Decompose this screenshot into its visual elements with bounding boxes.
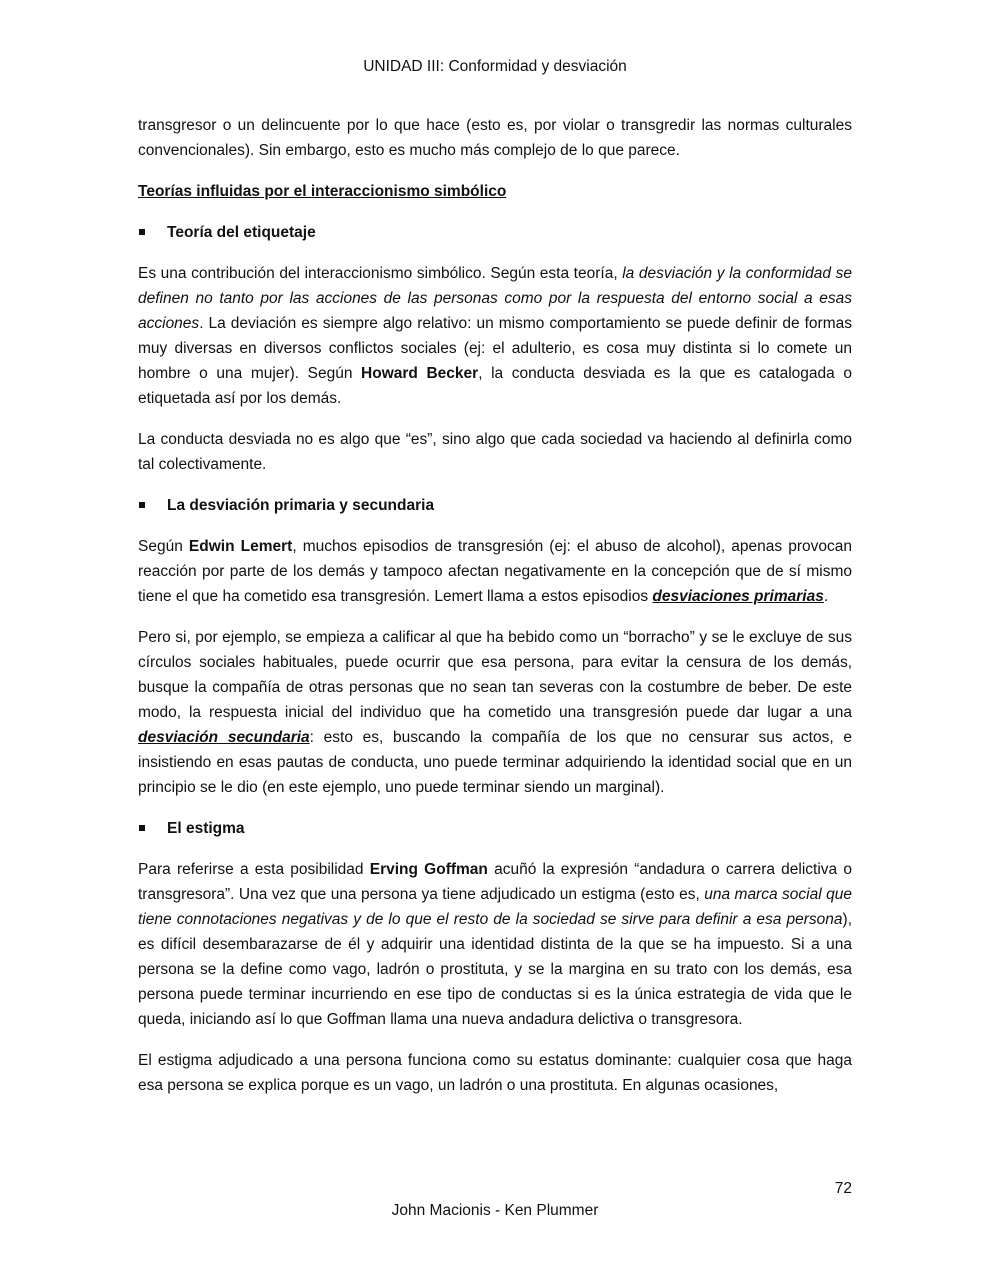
text-run: : esto es, buscando la compañía de los que no censurar sus actos, e insistiendo en esas pautas de conducta, uno puede terminar adquiriendo la identidad social que en un principio se le dio (en este ejemplo, uno puede terminar siendo un marginal). <box>138 729 852 796</box>
text-run: Pero si, por ejemplo, se empieza a calificar al que ha bebido como un “borracho” y se le excluye de sus círculos sociales habituales, puede ocurrir que esa persona, para evitar la censura de los demás, busque la compañía de otras personas que no sean tan severas con la costumbre de beber. De este modo, la respuesta inicial del individuo que ha cometido una transgresión puede dar lugar a una <box>138 629 852 721</box>
paragraph <box>138 857 852 1032</box>
text-run: ), es difícil desembarazarse de él y adquirir una identidad distinta de la que se ha impuesto. Si a una persona se la define como vago, ladrón o prostituta, y se la margina en su trato con los demás, esa persona puede terminar incurriendo en ese tipo de conductas si es la única estrategia de vida que le queda, iniciando así lo que Goffman llama una nueva andadura delictiva o transgresora. <box>138 911 852 1028</box>
subheading-label: Teoría del etiquetaje <box>167 224 316 241</box>
paragraph <box>138 261 852 411</box>
paragraph: El estigma adjudicado a una persona funciona como su estatus dominante: cualquier cosa que haga esa persona se explica porque es un vago, un ladrón o una prostituta. En algunas ocasiones, <box>138 1052 852 1094</box>
page-number: 72 <box>834 1180 852 1197</box>
italic-run: la desviación y la conformidad se definen no tanto por las acciones de las personas como por la respuesta del entorno social a esas acciones <box>138 265 852 332</box>
running-header: UNIDAD III: Conformidad y desviación <box>363 58 627 75</box>
subheading <box>138 493 852 518</box>
text-run: . La deviación es siempre algo relativo: un mismo comportamiento se puede definir de formas muy diversas en diversos conflictos sociales (ej: el adulterio, es cosa muy distinta si lo comete un hombre o una mujer). Según <box>138 315 852 382</box>
text-run: , la conducta desviada es la que es catalogada o etiquetada así por los demás. <box>138 365 852 407</box>
text-run: Es una contribución del interaccionismo simbólico. Según esta teoría, <box>138 265 623 282</box>
subheading <box>138 220 852 245</box>
square-bullet-icon <box>139 502 145 508</box>
subheading-label: La desviación primaria y secundaria <box>167 497 435 514</box>
text-run: . <box>823 588 829 605</box>
italic-run: una marca social que tiene connotaciones negativas y de lo que el resto de la sociedad se sirve para definir a esa persona <box>138 886 852 928</box>
subheading <box>138 816 852 841</box>
key-term: desviación secundaria <box>138 729 310 746</box>
text-run: acuñó la expresión “andadura o carrera delictiva o transgresora”. Una vez que una persona ya tiene adjudicado un estigma (esto es, <box>138 861 852 903</box>
author-name: Howard Becker <box>361 365 479 382</box>
running-footer: John Macionis - Ken Plummer <box>391 1202 599 1219</box>
paragraph <box>138 534 852 609</box>
body-text <box>138 113 852 1114</box>
paragraph: La conducta desviada no es algo que “es”, sino algo que cada sociedad va haciendo al definirla como tal colectivamente. <box>138 431 852 473</box>
paragraph <box>138 625 852 800</box>
square-bullet-icon <box>139 229 145 235</box>
subheading-label: El estigma <box>167 820 245 837</box>
author-name: Erving Goffman <box>369 861 488 878</box>
paragraph: transgresor o un delincuente por lo que hace (esto es, por violar o transgredir las normas culturales convencionales). Sin embargo, esto es mucho más complejo de lo que parece. <box>138 117 852 159</box>
text-run: , muchos episodios de transgresión (ej: el abuso de alcohol), apenas provocan reacción por parte de los demás y tampoco afectan negativamente en la concepción que de sí mismo tiene el que ha cometido esa transgresión. Lemert llama a estos episodios <box>138 538 852 605</box>
key-term: desviaciones primarias <box>652 588 824 605</box>
author-name: Edwin Lemert <box>188 538 293 555</box>
square-bullet-icon <box>139 825 145 831</box>
section-heading: Teorías influidas por el interaccionismo simbólico <box>138 183 507 200</box>
text-run: Para referirse a esta posibilidad <box>138 861 370 878</box>
text-run: Según <box>138 538 189 555</box>
